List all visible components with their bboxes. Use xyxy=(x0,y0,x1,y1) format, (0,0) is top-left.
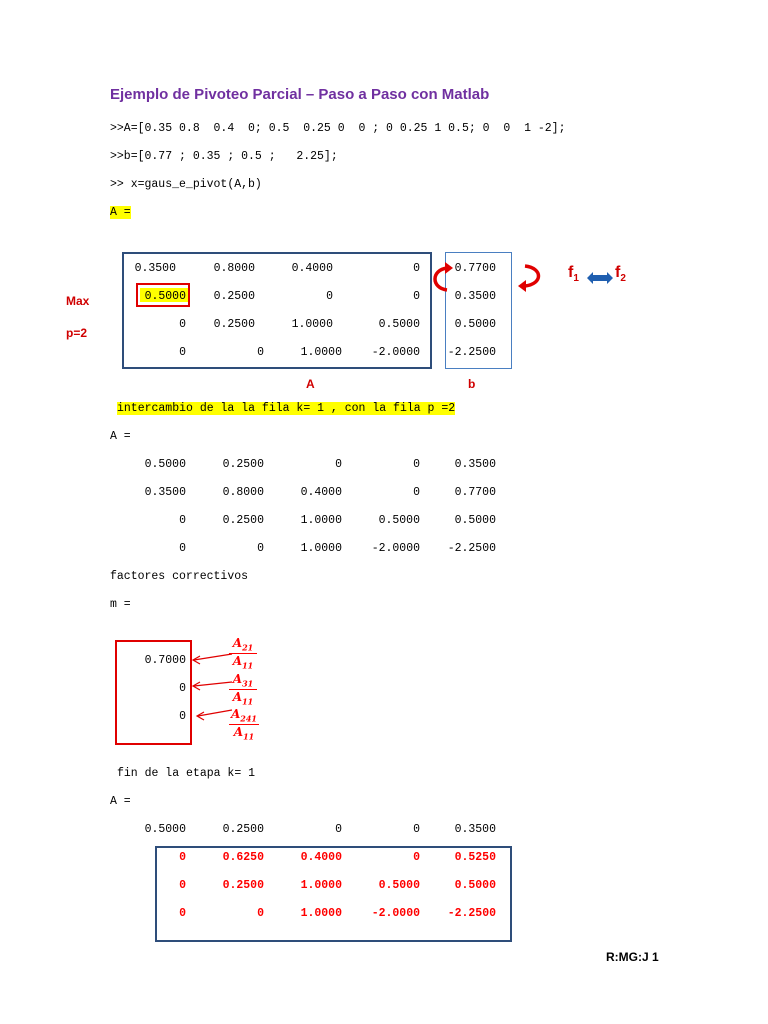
page-title: Ejemplo de Pivoteo Parcial – Paso a Paso con Matlab xyxy=(110,86,490,103)
frac-num: A xyxy=(232,636,243,650)
frac-den: A xyxy=(232,690,243,705)
frac-den: A xyxy=(233,725,244,740)
m3-red-cell: -2.2500 xyxy=(447,907,496,920)
m1-cell: 0.8000 xyxy=(213,262,255,275)
m2-cell: 1.0000 xyxy=(300,542,342,555)
m1-cell: 1.0000 xyxy=(300,346,342,359)
m-value: 0 xyxy=(179,710,186,723)
m3-red-cell: 0 xyxy=(257,907,264,920)
double-arrow-icon xyxy=(587,271,613,285)
fraction-a31-a11 xyxy=(229,672,257,707)
vector-b-label: b xyxy=(468,377,476,391)
matrix-a-label: A xyxy=(306,377,315,391)
frac-num-sub: 241 xyxy=(240,713,257,724)
m3-cell: 0 xyxy=(335,823,342,836)
swap-rows-label-2 xyxy=(615,264,626,284)
m1-cell: 0 xyxy=(179,318,186,331)
m3-red-cell: 0.4000 xyxy=(300,851,342,864)
m2-cell: -2.2500 xyxy=(447,542,496,555)
m2-cell: 0 xyxy=(179,514,186,527)
frac-den-sub: 11 xyxy=(242,660,254,671)
m3-red-cell: -2.0000 xyxy=(371,907,420,920)
m1-cell: 0.5000 xyxy=(144,290,186,303)
factores-label: factores correctivos xyxy=(110,570,249,583)
m2-cell: 0 xyxy=(413,458,420,471)
m2-cell: 1.0000 xyxy=(300,514,342,527)
m2-cell: 0.2500 xyxy=(222,458,264,471)
m3-red-cell: 0.6250 xyxy=(222,851,264,864)
m2-cell: 0 xyxy=(413,486,420,499)
m2-cell: 0.2500 xyxy=(222,514,264,527)
command-line-call: >> x=gaus_e_pivot(A,b) xyxy=(110,178,262,191)
m1-cell: 0 xyxy=(413,290,420,303)
m3-red-cell: 0.5250 xyxy=(454,851,496,864)
command-line-a: >>A=[0.35 0.8 0.4 0; 0.5 0.25 0 0 ; 0 0.25 1 0.5; 0 0 1 -2]; xyxy=(110,122,566,135)
m2-cell: 0.5000 xyxy=(144,458,186,471)
m-value: 0 xyxy=(179,682,186,695)
frac-den-sub: 11 xyxy=(242,696,254,707)
max-label: Max xyxy=(66,294,90,308)
m3-red-cell: 0 xyxy=(179,851,186,864)
m3-red-cell: 1.0000 xyxy=(300,879,342,892)
swap-arrows-icon xyxy=(425,258,555,298)
m3-cell: 0.5000 xyxy=(144,823,186,836)
f2-label: f xyxy=(615,264,621,281)
m3-red-cell: 0 xyxy=(179,907,186,920)
frac-num-sub: 31 xyxy=(242,678,254,689)
m2-cell: 0 xyxy=(335,458,342,471)
m2-cell: 0.7700 xyxy=(454,486,496,499)
m2-cell: 0.8000 xyxy=(222,486,264,499)
m1-cell: 0.7700 xyxy=(454,262,496,275)
m1-cell: -2.0000 xyxy=(371,346,420,359)
m2-cell: 0.4000 xyxy=(300,486,342,499)
m3-red-cell: 0.2500 xyxy=(222,879,264,892)
m1-cell: 1.0000 xyxy=(291,318,333,331)
m2-cell: 0.3500 xyxy=(454,458,496,471)
m1-cell: 0 xyxy=(326,290,333,303)
m3-cell: 0 xyxy=(413,823,420,836)
a-equals-label-2: A = xyxy=(110,430,131,443)
m3-red-cell: 1.0000 xyxy=(300,907,342,920)
footer-label: R:MG:J 1 xyxy=(606,950,659,964)
m1-cell: 0.3500 xyxy=(134,262,176,275)
m1-cell: 0.3500 xyxy=(454,290,496,303)
m3-red-cell: 0.5000 xyxy=(378,879,420,892)
m3-red-cell: 0 xyxy=(179,879,186,892)
f1-label: f xyxy=(568,264,574,281)
m3-cell: 0.3500 xyxy=(454,823,496,836)
a-equals-label-3: A = xyxy=(110,795,131,808)
f2-sub: 2 xyxy=(620,273,626,285)
m2-cell: 0.3500 xyxy=(144,486,186,499)
m2-cell: 0 xyxy=(179,542,186,555)
m1-cell: 0.2500 xyxy=(213,290,255,303)
frac-den-sub: 11 xyxy=(243,731,255,742)
m1-cell: 0 xyxy=(413,262,420,275)
fraction-a241-a11 xyxy=(229,707,259,742)
swap-rows-label xyxy=(568,264,579,284)
m1-cell: 0.5000 xyxy=(454,318,496,331)
command-line-b: >>b=[0.77 ; 0.35 ; 0.5 ; 2.25]; xyxy=(110,150,338,163)
m-equals-label: m = xyxy=(110,598,131,611)
m2-cell: 0.5000 xyxy=(454,514,496,527)
frac-num: A xyxy=(232,672,243,686)
frac-num: A xyxy=(230,707,241,721)
frac-den: A xyxy=(232,654,243,669)
swap-note: intercambio de la la fila k= 1 , con la fila p =2 xyxy=(117,402,456,415)
m1-cell: 0 xyxy=(179,346,186,359)
f1-sub: 1 xyxy=(573,273,579,285)
m1-cell: 0.4000 xyxy=(291,262,333,275)
m1-cell: 0 xyxy=(257,346,264,359)
frac-num-sub: 21 xyxy=(242,642,254,653)
p-label: p=2 xyxy=(66,326,88,340)
m2-cell: 0 xyxy=(257,542,264,555)
m-value: 0.7000 xyxy=(144,654,186,667)
m2-cell: 0.5000 xyxy=(378,514,420,527)
a-equals-label: A = xyxy=(110,206,131,219)
m3-cell: 0.2500 xyxy=(222,823,264,836)
fin-etapa-label: fin de la etapa k= 1 xyxy=(117,767,256,780)
m1-cell: -2.2500 xyxy=(447,346,496,359)
m1-cell: 0.5000 xyxy=(378,318,420,331)
m1-cell: 0.2500 xyxy=(213,318,255,331)
m3-red-cell: 0 xyxy=(413,851,420,864)
m2-cell: -2.0000 xyxy=(371,542,420,555)
m3-red-cell: 0.5000 xyxy=(454,879,496,892)
fraction-a21-a11 xyxy=(229,636,257,671)
